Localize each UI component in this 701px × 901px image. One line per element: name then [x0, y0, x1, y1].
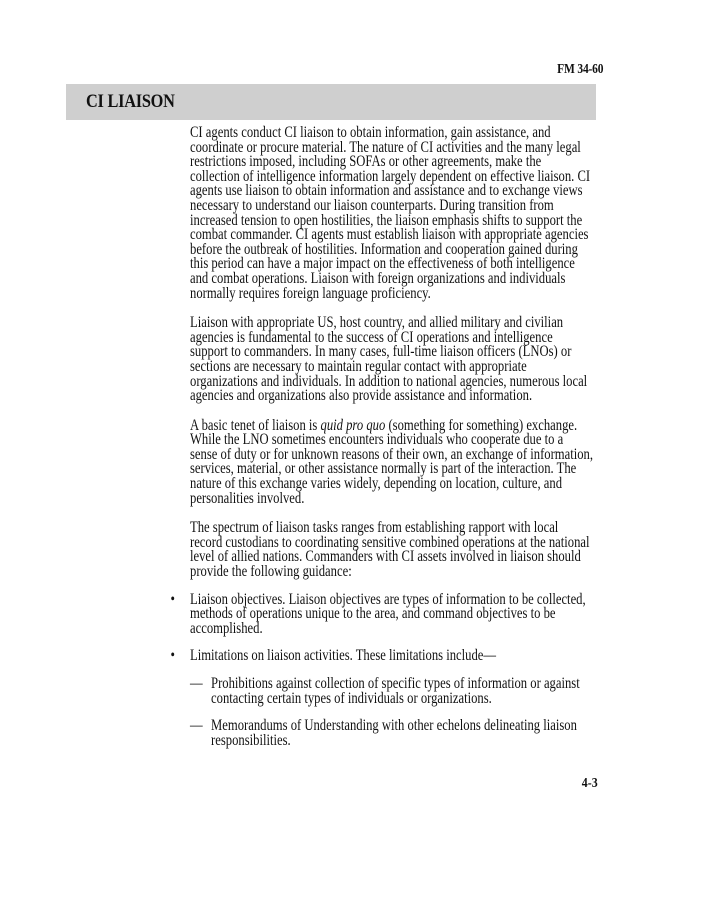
paragraph-1: CI agents conduct CI liaison to obtain information, gain assistance, and coordinate or procure material. The nature of CI activities and the many legal restrictions imposed, including SOFAs or other agreements, make the collection of intelligence information largely dependent on effective liaison. CI agents use liaison to obtain information and assistance and to exchange views necessary to understand our liaison counterparts. During transition from increased tension to open hostilities, the liaison emphasis shifts to support the combat commander. CI agents must establish liaison with appropriate agencies before the outbreak of hostilities. Information and cooperation gained during this period can have a major impact on the effectiveness of both intelligence and combat operations. Liaison with foreign organizations and individuals normally requires foreign language proficiency.	[190, 124, 591, 302]
dash-text: Prohibitions against collection of specific types of information or against contacting certain types of individuals or organizations.	[211, 675, 580, 707]
section-title: CI LIAISON	[86, 91, 175, 112]
document-id: FM 34-60	[556, 62, 603, 77]
limitations-dash-list	[190, 677, 593, 748]
dash-item-prohibitions	[190, 677, 593, 706]
page-number: 4-3	[582, 776, 598, 791]
paragraph-3-lead: A basic tenet of liaison is	[190, 416, 321, 434]
bullet-item-limitations	[171, 649, 594, 748]
em-dash-icon: —	[190, 717, 203, 735]
paragraph-3-rest: (something for something) exchange. While the LNO sometimes encounters individuals who cooperate due to a sense of duty or for unknown reasons of their own, an exchange of information, services, material, or other assistance normally is part of the interaction. The nature of this exchange varies widely, depending on location, culture, and personalities involved.	[190, 416, 594, 507]
guidance-bullet-list	[170, 590, 593, 749]
quid-pro-quo-italic: quid pro quo	[320, 416, 386, 434]
bullet-text: Limitations on liaison activities. These limitations include—	[190, 647, 497, 665]
paragraph-4: The spectrum of liaison tasks ranges from establishing rapport with local record custodians to coordinating sensitive combined operations at the national level of allied nations. Commanders with CI assets involved in liaison should provide the following guidance:	[190, 519, 590, 581]
paragraph-2: Liaison with appropriate US, host country, and allied military and civilian agencies is fundamental to the success of CI operations and intelligence support to commanders. In many cases, full-time liaison officers (LNOs) or sections are necessary to maintain regular contact with appropriate organizations and individuals. In addition to national agencies, numerous local agencies and organizations also provide assistance and information.	[190, 314, 588, 405]
em-dash-icon: —	[190, 675, 203, 692]
dash-text: Memorandums of Understanding with other echelons delineating liaison responsibilities.	[211, 717, 577, 749]
paragraph-3	[190, 416, 594, 507]
bullet-icon: •	[170, 590, 175, 608]
bullet-icon: •	[170, 647, 175, 665]
body-text	[170, 124, 594, 761]
bullet-item-liaison-objectives	[170, 590, 594, 637]
bullet-text: Liaison objectives. Liaison objectives are types of information to be collected, methods of operations unique to the area, and command objectives to be accomplished.	[190, 590, 586, 637]
section-header-bar	[66, 84, 596, 120]
dash-item-memorandums	[190, 719, 593, 748]
